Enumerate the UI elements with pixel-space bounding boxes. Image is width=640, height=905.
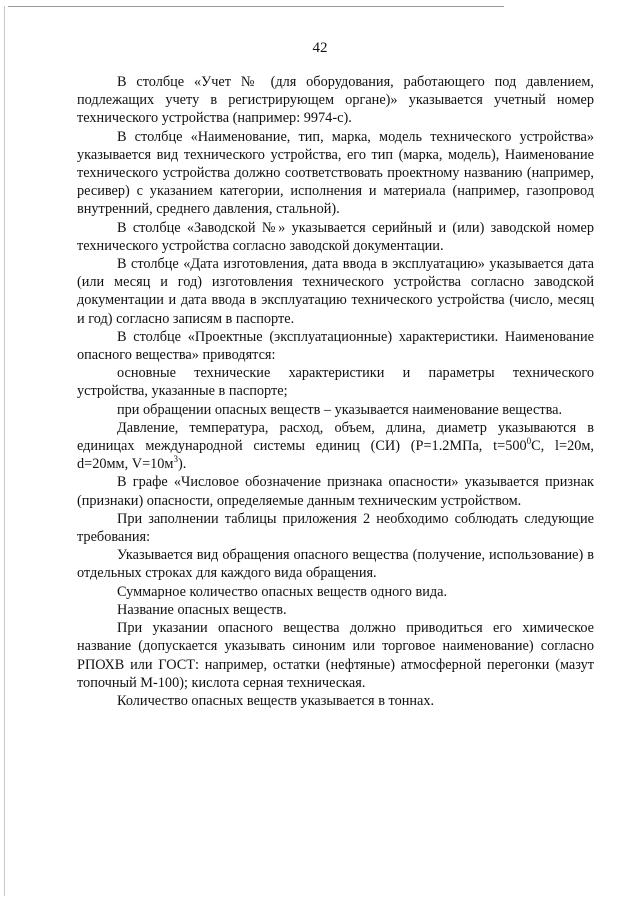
scan-edge-left bbox=[4, 6, 5, 896]
document-body bbox=[77, 73, 594, 710]
paragraph-summarnoe: Суммарное количество опасных веществ одного вида. bbox=[117, 583, 448, 600]
paragraph-si-units bbox=[77, 419, 594, 474]
page-number: 42 bbox=[312, 40, 328, 56]
paragraph-osnovnye: основные технические характеристики и параметры технического устройства, указанные в паспорте; bbox=[77, 365, 594, 400]
scan-edge-top bbox=[8, 6, 504, 7]
paragraph-nazvanie: Название опасных веществ. bbox=[117, 601, 287, 618]
paragraph-grafa: В графе «Числовое обозначение признака опасности» указывается признак (признаки) опасности, определяемые данным техническим устройством. bbox=[77, 474, 594, 509]
si-text-after: ). bbox=[177, 456, 187, 473]
paragraph-tonny: Количество опасных веществ указывается в тоннах. bbox=[117, 692, 435, 709]
paragraph-prilozhenie: При заполнении таблицы приложения 2 необходимо соблюдать следующие требования: bbox=[77, 510, 594, 546]
paragraph-uchet: В столбце «Учет № (для оборудования, работающего под давлением, подлежащих учету в регистрирующем органе)» указывается учетный номер технического устройства (например: 9974-с). bbox=[77, 74, 594, 127]
paragraph-harakteristiki: В столбце «Проектные (эксплуатационные) характеристики. Наименование опасного вещества» приводятся: bbox=[77, 328, 594, 364]
paragraph-vid-obrashcheniya: Указывается вид обращения опасного вещества (получение, использование) в отдельных строках для каждого вида обращения. bbox=[77, 547, 594, 582]
si-superscript-degree: 0 bbox=[526, 436, 532, 447]
si-superscript-cubic: 3 bbox=[173, 454, 178, 465]
paragraph-naimenovanie: В столбце «Наименование, тип, марка, модель технического устройства» указывается вид технического устройства, его тип (марка, модель), Наименование технического устройства должно соответствовать проектному названию (например, ресивер) с указанием категории, исполнения и материала (например, газопровод внутренний, среднего давления, стальной). bbox=[77, 128, 594, 218]
paragraph-zavodskoy: В столбце «Заводской №» указывается серийный и (или) заводской номер технического устройства согласно заводской документации. bbox=[77, 219, 594, 254]
paragraph-obrashchenie: при обращении опасных веществ – указывается наименование вещества. bbox=[117, 401, 563, 418]
paragraph-himicheskoe: При указании опасного вещества должно приводиться его химическое название (допускается указывать синоним или торговое наименование) согласно РПОХВ или ГОСТ: например, остатки (нефтяные) атмосферной перегонки (мазут топочный М-100); кислота серная техническая. bbox=[77, 620, 594, 691]
si-text-before: Давление, температура, расход, объем, длина, диаметр указываются в единицах международной системы единиц (СИ) (Р=1.2МПа, t=500 bbox=[77, 419, 594, 455]
si-text-middle: С, l=20м, d=20мм, V=10м bbox=[77, 438, 594, 473]
paragraph-data: В столбце «Дата изготовления, дата ввода в эксплуатацию» указывается дата (или месяц и год) изготовления технического устройства согласно заводской документации и дата ввода в эксплуатацию технического устройства (число, месяц и год) согласно записям в паспорте. bbox=[77, 256, 594, 327]
